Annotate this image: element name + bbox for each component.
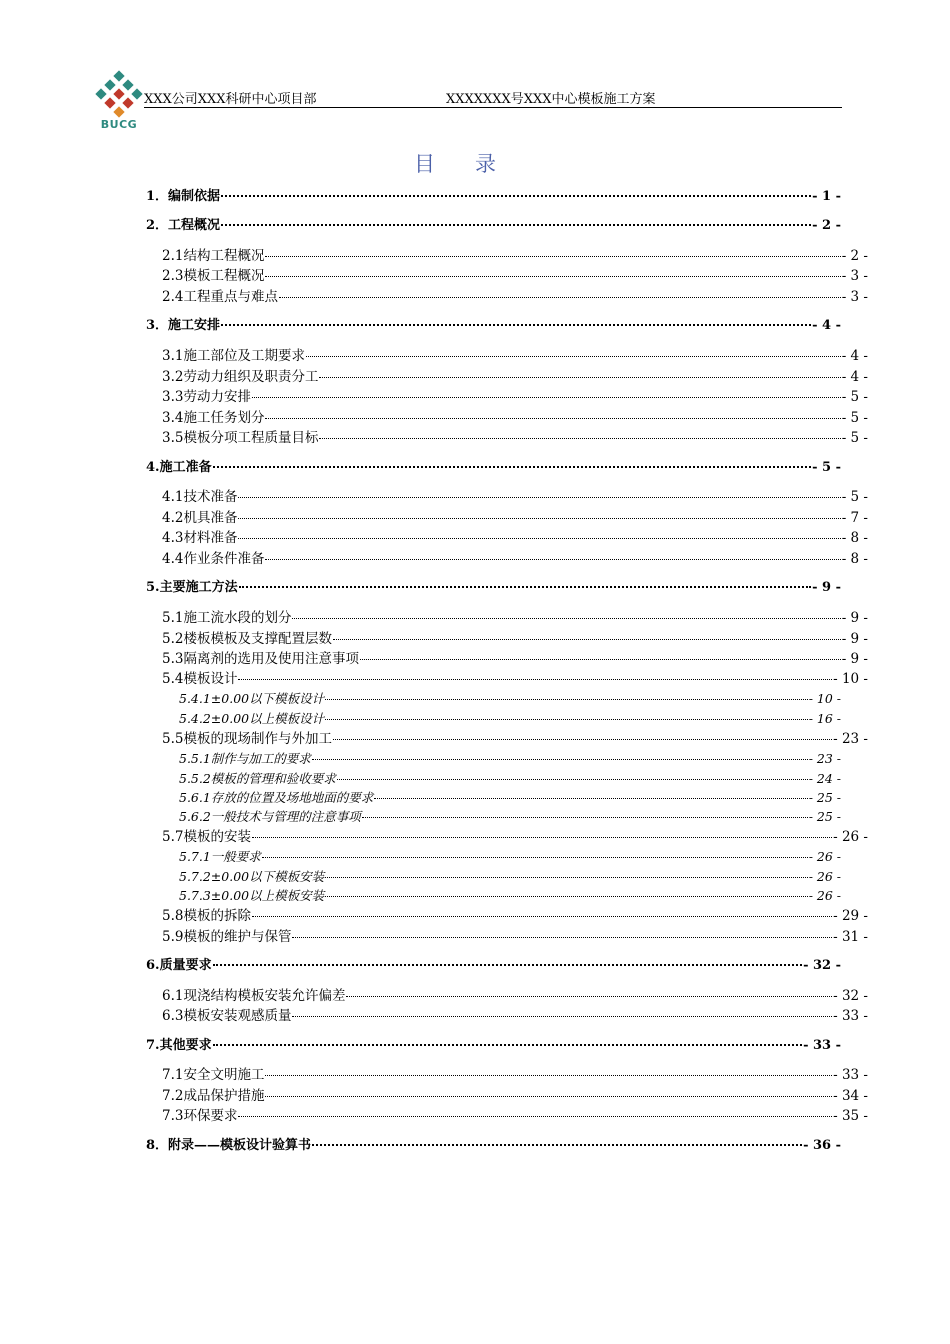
- toc-entry-label: 3．施工安排: [146, 318, 221, 333]
- toc-entry-label: 5.2楼板模板及支撑配置层数: [162, 631, 332, 647]
- toc-entry-page: - 25 -: [808, 809, 841, 824]
- toc-entry[interactable]: [162, 1007, 868, 1025]
- toc-leader-dots: [265, 1074, 832, 1076]
- toc-entry[interactable]: [162, 429, 868, 447]
- toc-entry-label: 5.4模板设计: [162, 671, 238, 687]
- toc-entry-label: 4.施工准备: [146, 460, 212, 475]
- toc-entry-page: - 26 -: [808, 888, 841, 903]
- toc-leader-dots: [213, 465, 812, 468]
- toc-leader-dots: [306, 355, 841, 357]
- toc-leader-dots: [239, 585, 812, 588]
- toc-entry-label: 8．附录——模板设计验算书: [146, 1138, 312, 1153]
- toc-entry-label: 2.1结构工程概况: [162, 248, 265, 264]
- toc-entry[interactable]: [162, 650, 868, 668]
- toc-entry-label: 7.其他要求: [146, 1038, 212, 1053]
- toc-entry-page: - 33 -: [833, 1067, 868, 1083]
- toc-entry[interactable]: [162, 388, 868, 406]
- toc-leader-dots: [374, 797, 807, 799]
- toc-entry-label: 5.3隔离剂的选用及使用注意事项: [162, 651, 359, 667]
- toc-entry-label: 5.7.2±0.00以下模板安装: [179, 869, 325, 884]
- toc-leader-dots: [312, 758, 808, 760]
- toc-leader-dots: [325, 876, 808, 878]
- toc-entry-label: 4.1技术准备: [162, 489, 238, 505]
- toc-entry[interactable]: [162, 247, 868, 265]
- toc-entry[interactable]: [162, 368, 868, 386]
- toc-entry-page: - 36 -: [803, 1138, 841, 1153]
- toc-entry[interactable]: [146, 957, 841, 975]
- toc-entry-label: 3.2劳动力组织及职责分工: [162, 369, 319, 385]
- toc-entry[interactable]: [179, 789, 841, 807]
- toc-entry-label: 3.3劳动力安排: [162, 389, 251, 405]
- toc-leader-dots: [312, 1143, 802, 1146]
- toc-entry-label: 5.4.1±0.00以下模板设计: [179, 691, 325, 706]
- toc-entry-page: - 35 -: [833, 1108, 868, 1124]
- toc-entry[interactable]: [162, 529, 868, 547]
- page-header: [94, 70, 842, 132]
- toc-leader-dots: [213, 963, 802, 966]
- toc-entry-label: 2．工程概况: [146, 218, 221, 233]
- toc-entry[interactable]: [162, 488, 868, 506]
- toc-leader-dots: [238, 517, 840, 519]
- toc-entry[interactable]: [179, 690, 841, 708]
- toc-entry-page: - 16 -: [808, 711, 841, 726]
- toc-entry[interactable]: [162, 409, 868, 427]
- toc-entry-page: - 33 -: [833, 1008, 868, 1024]
- toc-leader-dots: [337, 778, 808, 780]
- toc-entry[interactable]: [179, 808, 841, 826]
- toc-entry[interactable]: [146, 579, 841, 597]
- toc-entry-page: - 9 -: [841, 610, 868, 626]
- toc-leader-dots: [292, 617, 840, 619]
- toc-entry-label: 5.5模板的现场制作与外加工: [162, 731, 332, 747]
- toc-entry[interactable]: [162, 928, 868, 946]
- toc-entry-page: - 23 -: [808, 751, 841, 766]
- toc-entry[interactable]: [162, 609, 868, 627]
- toc-entry-label: 4.2机具准备: [162, 510, 238, 526]
- toc-entry-page: - 4 -: [841, 348, 868, 364]
- toc-entry-page: - 4 -: [841, 369, 868, 385]
- toc-leader-dots: [360, 658, 841, 660]
- toc-entry-page: - 25 -: [808, 790, 841, 805]
- toc-entry-page: - 31 -: [833, 929, 868, 945]
- toc-entry-page: - 5 -: [812, 460, 841, 475]
- toc-entry-page: - 8 -: [841, 530, 868, 546]
- toc-entry-page: - 3 -: [841, 268, 868, 284]
- toc-leader-dots: [238, 496, 840, 498]
- toc-entry[interactable]: [146, 1037, 841, 1055]
- toc-entry-page: - 33 -: [803, 1038, 841, 1053]
- toc-leader-dots: [265, 417, 840, 419]
- toc-leader-dots: [265, 1095, 832, 1097]
- toc-entry[interactable]: [162, 730, 868, 748]
- toc-entry-label: 5.5.2模板的管理和验收要求: [179, 771, 336, 786]
- toc-entry-page: - 7 -: [841, 510, 868, 526]
- toc-entry[interactable]: [162, 347, 868, 365]
- toc-leader-dots: [279, 296, 841, 298]
- toc-leader-dots: [325, 698, 808, 700]
- toc-entry[interactable]: [179, 710, 841, 728]
- header-right-text: XXXXXXX号XXX中心模板施工方案: [446, 92, 656, 107]
- toc-entry[interactable]: [162, 630, 868, 648]
- toc-leader-dots: [333, 638, 841, 640]
- toc-leader-dots: [265, 255, 840, 257]
- toc-entry-label: 5.7模板的安装: [162, 829, 251, 845]
- logo-text: BUCG: [100, 118, 138, 131]
- toc-entry-page: - 26 -: [808, 849, 841, 864]
- toc-entry-page: - 5 -: [841, 410, 868, 426]
- toc-entry-label: 4.4作业条件准备: [162, 551, 265, 567]
- toc-entry[interactable]: [179, 868, 841, 886]
- toc-leader-dots: [319, 437, 840, 439]
- toc-leader-dots: [265, 275, 840, 277]
- toc-entry[interactable]: [162, 509, 868, 527]
- toc-entry-page: - 2 -: [812, 218, 841, 233]
- toc-leader-dots: [325, 718, 808, 720]
- toc-entry[interactable]: [162, 1087, 868, 1105]
- toc-entry-label: 6.3模板安装观感质量: [162, 1008, 292, 1024]
- header-left-text: XXX公司XXX科研中心项目部: [144, 92, 317, 107]
- toc-entry-page: - 32 -: [803, 958, 841, 973]
- toc-title: 目录: [414, 152, 536, 176]
- toc-entry-page: - 9 -: [841, 631, 868, 647]
- toc-entry-label: 5.7.3±0.00以上模板安装: [179, 888, 325, 903]
- toc-entry-label: 3.1施工部位及工期要求: [162, 348, 305, 364]
- toc-entry-page: - 1 -: [812, 189, 841, 204]
- toc-entry-page: - 5 -: [841, 489, 868, 505]
- toc-entry-page: - 3 -: [841, 289, 868, 305]
- toc-entry[interactable]: [179, 887, 841, 905]
- toc-entry[interactable]: [146, 1137, 841, 1155]
- toc-entry-label: 5.5.1制作与加工的要求: [179, 751, 311, 766]
- toc-entry-label: 7.1安全文明施工: [162, 1067, 265, 1083]
- toc-entry-page: - 24 -: [808, 771, 841, 786]
- toc-entry-label: 1．编制依据: [146, 189, 221, 204]
- toc-entry-label: 2.4工程重点与难点: [162, 289, 278, 305]
- toc-entry-page: - 29 -: [833, 908, 868, 924]
- toc-entry[interactable]: [146, 188, 841, 206]
- toc-entry-page: - 10 -: [808, 691, 841, 706]
- toc-entry-page: - 23 -: [833, 731, 868, 747]
- toc-entry-label: 5.9模板的维护与保管: [162, 929, 292, 945]
- toc-entry-page: - 4 -: [812, 318, 841, 333]
- toc-entry[interactable]: [162, 987, 868, 1005]
- toc-leader-dots: [292, 936, 832, 938]
- toc-leader-dots: [213, 1043, 802, 1046]
- toc-entry[interactable]: [162, 267, 868, 285]
- toc-entry-label: 5.8模板的拆除: [162, 908, 251, 924]
- toc-entry[interactable]: [162, 670, 868, 688]
- toc-entry-page: - 5 -: [841, 430, 868, 446]
- toc-entry[interactable]: [162, 907, 868, 925]
- toc-entry[interactable]: [146, 459, 841, 477]
- toc-leader-dots: [325, 895, 808, 897]
- toc-entry[interactable]: [162, 288, 868, 306]
- toc-entry-page: - 26 -: [808, 869, 841, 884]
- toc-leader-dots: [319, 376, 840, 378]
- toc-entry-page: - 32 -: [833, 988, 868, 1004]
- toc-entry-page: - 9 -: [812, 580, 841, 595]
- toc-leader-dots: [333, 738, 832, 740]
- toc-entry-page: - 2 -: [841, 248, 868, 264]
- toc-entry-label: 3.5模板分项工程质量目标: [162, 430, 319, 446]
- toc-leader-dots: [238, 678, 832, 680]
- toc-leader-dots: [262, 856, 808, 858]
- toc-leader-dots: [221, 323, 811, 326]
- toc-leader-dots: [238, 1115, 832, 1117]
- toc-entry-label: 5.主要施工方法: [146, 580, 238, 595]
- toc-entry-label: 5.4.2±0.00以上模板设计: [179, 711, 325, 726]
- toc-entry-page: - 34 -: [833, 1088, 868, 1104]
- toc-leader-dots: [252, 396, 841, 398]
- toc-entry-label: 5.6.1存放的位置及场地地面的要求: [179, 790, 374, 805]
- toc-entry-page: - 26 -: [833, 829, 868, 845]
- toc-entry-label: 6.1现浇结构模板安装允许偏差: [162, 988, 346, 1004]
- toc-entry-page: - 5 -: [841, 389, 868, 405]
- toc-entry-page: - 9 -: [841, 651, 868, 667]
- toc-leader-dots: [221, 223, 811, 226]
- toc-entry-label: 4.3材料准备: [162, 530, 238, 546]
- toc-entry[interactable]: [146, 217, 841, 235]
- toc-leader-dots: [346, 995, 832, 997]
- toc-entry[interactable]: [179, 750, 841, 768]
- toc-entry[interactable]: [162, 1107, 868, 1125]
- toc-entry-page: - 10 -: [833, 671, 868, 687]
- toc-leader-dots: [292, 1015, 832, 1017]
- toc-entry-label: 5.6.2一般技术与管理的注意事项: [179, 809, 361, 824]
- toc-leader-dots: [362, 816, 808, 818]
- toc-leader-dots: [221, 194, 811, 197]
- toc-entry-label: 5.7.1一般要求: [179, 849, 261, 864]
- toc-entry-label: 3.4施工任务划分: [162, 410, 265, 426]
- toc-entry-label: 2.3模板工程概况: [162, 268, 265, 284]
- toc-entry[interactable]: [162, 1066, 868, 1084]
- toc-entry-page: - 8 -: [841, 551, 868, 567]
- toc-entry[interactable]: [146, 317, 841, 335]
- header-divider: [144, 107, 842, 108]
- toc-leader-dots: [252, 915, 832, 917]
- toc-entry[interactable]: [179, 848, 841, 866]
- toc-entry-label: 7.3环保要求: [162, 1108, 238, 1124]
- toc-entry[interactable]: [162, 550, 868, 568]
- toc-entry-label: 6.质量要求: [146, 958, 212, 973]
- toc-leader-dots: [238, 537, 840, 539]
- toc-entry[interactable]: [162, 828, 868, 846]
- toc-entry[interactable]: [179, 770, 841, 788]
- toc-entry-label: 5.1施工流水段的划分: [162, 610, 292, 626]
- toc-leader-dots: [265, 558, 840, 560]
- toc-entry-label: 7.2成品保护措施: [162, 1088, 265, 1104]
- toc-leader-dots: [252, 836, 832, 838]
